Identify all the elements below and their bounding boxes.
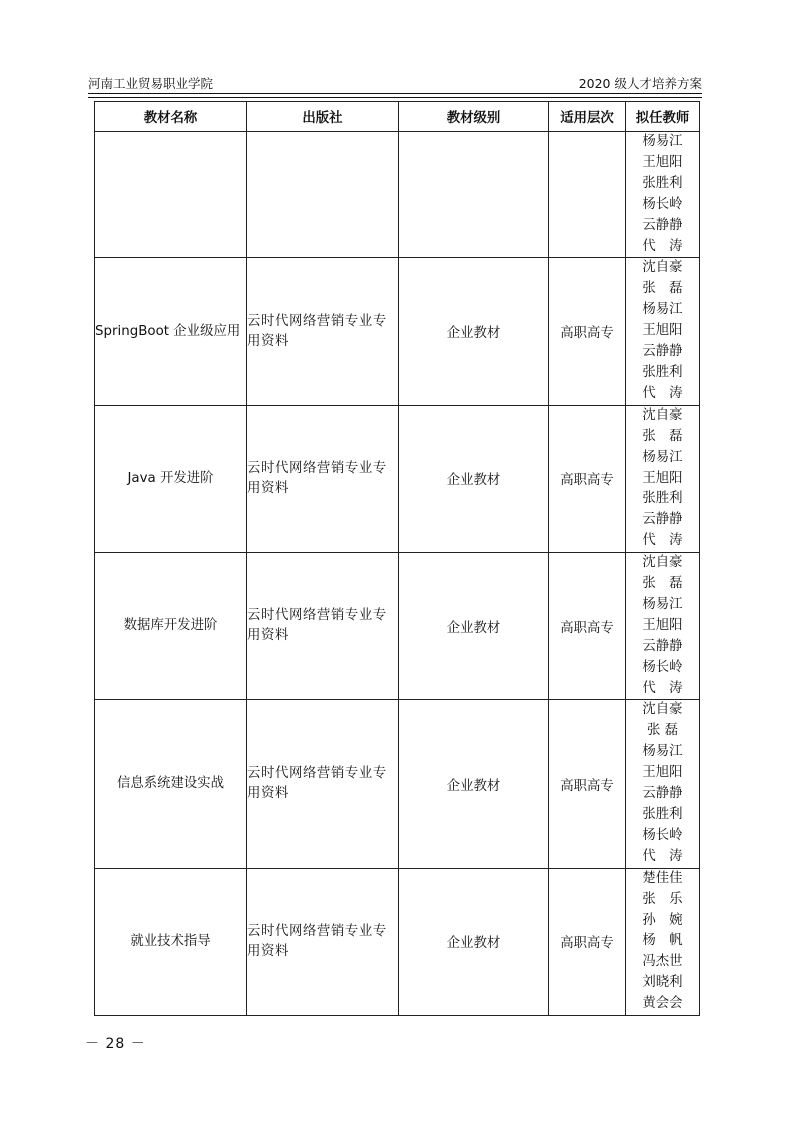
cell-applicable-tier: 高职高专 xyxy=(549,868,626,1015)
cell-publisher: 云时代网络营销专业专用资料 xyxy=(247,553,399,700)
cell-applicable-tier xyxy=(549,132,626,258)
cell-publisher xyxy=(247,132,399,258)
teacher-name: 云静静 xyxy=(642,217,683,233)
teacher-name: 张胜利 xyxy=(642,364,683,380)
teacher-name: 云静静 xyxy=(642,512,683,528)
cell-textbook-level: 企业教材 xyxy=(399,868,549,1015)
cell-publisher: 云时代网络营销专业专用资料 xyxy=(247,868,399,1015)
teacher-name: 杨易江 xyxy=(642,302,683,318)
teacher-name: 王旭阳 xyxy=(642,323,683,339)
header-rule-thin xyxy=(88,97,702,98)
teacher-name: 代 涛 xyxy=(642,238,683,254)
teacher-name: 孙 婉 xyxy=(642,912,683,928)
page-header xyxy=(88,74,702,94)
cell-textbook-name xyxy=(95,132,247,258)
header-school: 河南工业贸易职业学院 xyxy=(88,76,214,91)
teacher-name: 杨长岭 xyxy=(642,196,683,212)
teacher-name: 云静静 xyxy=(642,786,683,802)
teacher-name: 代 涛 xyxy=(642,848,683,864)
table-row xyxy=(95,700,700,868)
cell-teachers xyxy=(626,132,700,258)
cell-publisher: 云时代网络营销专业专用资料 xyxy=(247,405,399,552)
table-row xyxy=(95,868,700,1015)
teacher-name: 王旭阳 xyxy=(642,470,683,486)
cell-textbook-level xyxy=(399,132,549,258)
teacher-name: 云静静 xyxy=(642,638,683,654)
teacher-name: 沈自豪 xyxy=(642,407,683,423)
teacher-name: 杨易江 xyxy=(642,449,683,465)
cell-applicable-tier: 高职高专 xyxy=(549,258,626,405)
textbook-table xyxy=(94,101,700,1016)
teacher-name: 杨易江 xyxy=(642,596,683,612)
page-number: － 28 － xyxy=(85,1036,146,1052)
cell-textbook-level: 企业教材 xyxy=(399,700,549,868)
teacher-name: 王旭阳 xyxy=(642,617,683,633)
teacher-name: 代 涛 xyxy=(642,385,683,401)
teacher-name: 沈自豪 xyxy=(642,555,683,571)
teacher-name: 张 磊 xyxy=(642,576,683,592)
teacher-name: 冯杰世 xyxy=(642,954,683,970)
teacher-name: 杨易江 xyxy=(642,744,683,760)
teacher-name: 王旭阳 xyxy=(642,765,683,781)
header-doc-title: 2020 级人才培养方案 xyxy=(578,76,702,91)
cell-textbook-level: 企业教材 xyxy=(399,553,549,700)
teacher-name: 张胜利 xyxy=(642,807,683,822)
column-header-publisher: 出版社 xyxy=(247,102,399,132)
cell-teachers xyxy=(626,258,700,405)
column-header-teachers: 拟任教师 xyxy=(626,102,700,132)
teacher-name: 黄会会 xyxy=(642,996,683,1012)
teacher-name: 云静静 xyxy=(642,344,683,360)
table-row xyxy=(95,553,700,700)
table-row xyxy=(95,132,700,258)
cell-applicable-tier: 高职高专 xyxy=(549,405,626,552)
teacher-name: 杨长岭 xyxy=(642,827,683,843)
teacher-name: 张 磊 xyxy=(642,281,683,297)
table-row xyxy=(95,405,700,552)
header-rule-thick xyxy=(88,93,702,94)
cell-textbook-name: SpringBoot 企业级应用 xyxy=(95,258,247,405)
table-header-row xyxy=(95,102,700,132)
cell-applicable-tier: 高职高专 xyxy=(549,553,626,700)
teacher-name: 沈自豪 xyxy=(642,260,683,276)
teacher-name: 杨长岭 xyxy=(642,659,683,675)
column-header-textbook-name: 教材名称 xyxy=(95,102,247,132)
cell-teachers xyxy=(626,405,700,552)
cell-textbook-name: 数据库开发进阶 xyxy=(95,553,247,700)
cell-teachers xyxy=(626,700,700,868)
teacher-name: 张 乐 xyxy=(642,891,683,907)
column-header-applicable-tier: 适用层次 xyxy=(549,102,626,132)
cell-textbook-level: 企业教材 xyxy=(399,258,549,405)
teacher-name: 张胜利 xyxy=(642,491,683,507)
teacher-name: 王旭阳 xyxy=(642,154,683,170)
column-header-textbook-level: 教材级别 xyxy=(399,102,549,132)
teacher-name: 代 涛 xyxy=(642,680,683,696)
teacher-name: 杨易江 xyxy=(642,134,683,149)
teacher-name: 张 磊 xyxy=(646,723,679,739)
cell-teachers xyxy=(626,553,700,700)
cell-textbook-name: Java 开发进阶 xyxy=(95,405,247,552)
cell-publisher: 云时代网络营销专业专用资料 xyxy=(247,258,399,405)
table-row xyxy=(95,258,700,405)
cell-teachers xyxy=(626,868,700,1015)
teacher-name: 张 磊 xyxy=(642,428,683,444)
teacher-name: 刘晓利 xyxy=(642,975,683,991)
teacher-name: 张胜利 xyxy=(642,175,683,191)
cell-publisher: 云时代网络营销专业专用资料 xyxy=(247,700,399,868)
cell-textbook-name: 信息系统建设实战 xyxy=(95,700,247,868)
cell-textbook-name: 就业技术指导 xyxy=(95,868,247,1015)
teacher-name: 沈自豪 xyxy=(642,702,683,718)
teacher-name: 代 涛 xyxy=(642,533,683,549)
cell-applicable-tier: 高职高专 xyxy=(549,700,626,868)
cell-textbook-level: 企业教材 xyxy=(399,405,549,552)
teacher-name: 杨 帆 xyxy=(642,933,683,949)
teacher-name: 楚佳佳 xyxy=(642,870,683,886)
